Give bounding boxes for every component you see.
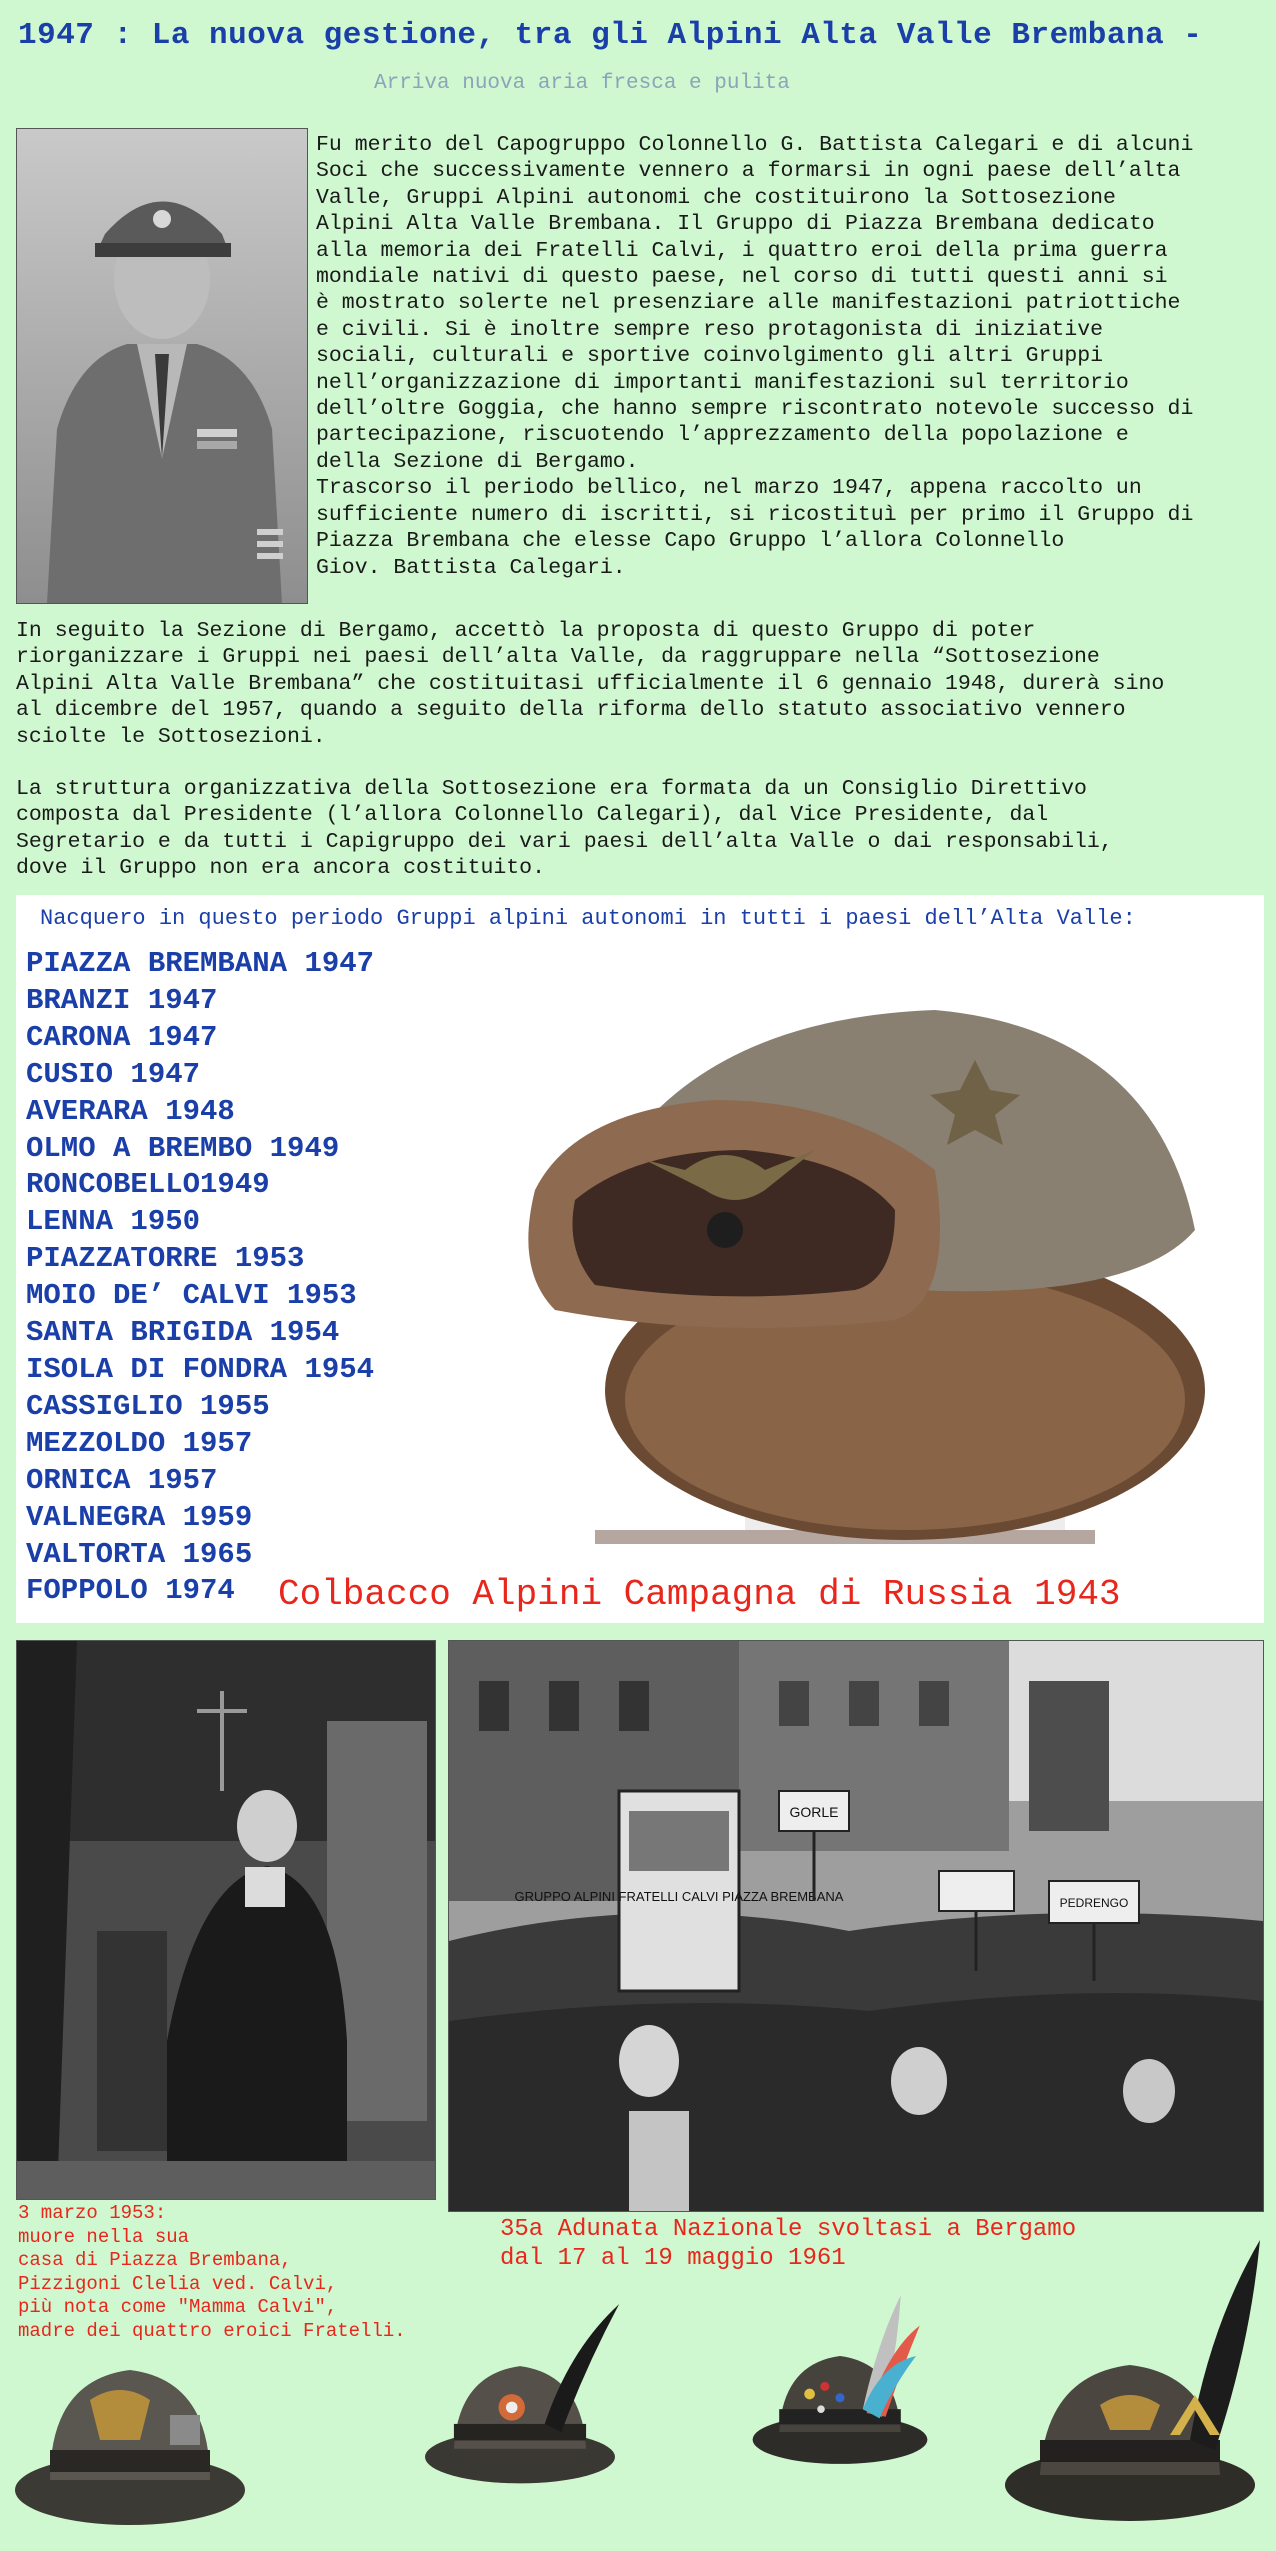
alpini-hat-chevron-photo: [990, 2235, 1270, 2535]
sign-pedrengo-text: PEDRENGO: [1059, 1896, 1129, 1910]
colbacco-hat-photo: [515, 990, 1215, 1570]
group-item: OLMO A BREMBO 1949: [26, 1131, 340, 1165]
page-title: 1947 : La nuova gestione, tra gli Alpini Alta Valle Brembana -: [18, 18, 1203, 53]
group-item: SANTA BRIGIDA 1954: [26, 1316, 340, 1350]
group-item: CASSIGLIO 1955: [26, 1389, 270, 1423]
group-item: LENNA 1950: [26, 1205, 201, 1239]
group-item: PIAZZA BREMBANA 1947: [26, 947, 375, 980]
group-item: CUSIO 1947: [26, 1057, 201, 1091]
group-item: VALNEGRA 1959: [26, 1500, 253, 1534]
structure-paragraph: La struttura organizzativa della Sottosezione era formata da un Consiglio Direttivo composta dal Presidente (l’allora Colonnello Calegari), dal Vice Presidente, dal Segretario e da tutti i Capigruppo dei vari paesi dell’alta Valle o dai responsabili, dove il Gruppo non era ancora costituito.: [16, 777, 1113, 881]
group-item: RONCOBELLO1949: [26, 1168, 270, 1202]
group-item: MEZZOLDO 1957: [26, 1426, 253, 1460]
officer-portrait-photo: [16, 128, 308, 604]
alpini-hat-feather-photo: [400, 2300, 640, 2490]
group-item: VALTORTA 1965: [26, 1537, 253, 1571]
group-item: ISOLA DI FONDRA 1954: [26, 1352, 375, 1386]
group-item: AVERARA 1948: [26, 1094, 235, 1128]
groups-list: [26, 946, 374, 1610]
group-item: BRANZI 1947: [26, 983, 218, 1017]
adunata-1961-photo: [448, 1640, 1264, 2212]
group-item: PIAZZATORRE 1953: [26, 1242, 305, 1276]
colbacco-caption: Colbacco Alpini Campagna di Russia 1943: [278, 1574, 1121, 1615]
gruppo-banner-text: GRUPPO ALPINI FRATELLI CALVI PIAZZA BREMBANA: [514, 1889, 844, 1904]
alpini-hat-badges-photo: [720, 2280, 960, 2470]
mamma-calvi-photo: [16, 1640, 436, 2200]
sottosezione-paragraph: In seguito la Sezione di Bergamo, accettò la proposta di questo Gruppo di poter riorganizzare i Gruppi nei paesi dell’alta Valle, da raggruppare nella “Sottosezione Alpini Alta Valle Brembana” che costituitasi ufficialmente il 6 gennaio 1948, durerà sino al dicembre del 1957, quando a seguito della riforma dello statuto associativo vennero sciolte le Sottosezioni.: [16, 619, 1165, 749]
page-subtitle: Arriva nuova aria fresca e pulita: [374, 72, 790, 95]
groups-heading: Nacquero in questo periodo Gruppi alpini autonomi in tutti i paesi dell’Alta Valle:: [40, 906, 1136, 931]
group-item: FOPPOLO 1974: [26, 1574, 235, 1608]
adunata-caption: 35a Adunata Nazionale svoltasi a Bergamo dal 17 al 19 maggio 1961: [500, 2216, 1077, 2272]
group-item: MOIO DE’ CALVI 1953: [26, 1279, 357, 1313]
intro-paragraph: Fu merito del Capogruppo Colonnello G. Battista Calegari e di alcuni Soci che successivamente vennero a formarsi in ogni paese dell’alta Valle, Gruppi Alpini autonomi che costituirono la Sottosezione Alpini Alta Valle Brembana. Il Gruppo di Piazza Brembana dedicato alla memoria dei Fratelli Calvi, i quattro eroi della prima guerra mondiale nativi di questo paese, nel corso di tutti questi anni si è mostrato solerte nel presenziare alle manifestazioni patriottiche e civili. Si è inoltre sempre reso protagonista di iniziative sociali, culturali e sportive coinvolgimento gli altri Gruppi nell’organizzazione di importanti manifestazioni sul territorio dell’oltre Goggia, che hanno sempre riscontrato notevole successo di partecipazione, riscuotendo l’apprezzamento della popolazione e della Sezione di Bergamo. Trascorso il periodo bellico, nel marzo 1947, appena raccolto un sufficiente numero di iscritti, si ricostituì per primo il Gruppo di Piazza Brembana che elesse Capo Gruppo l’allora Colonnello Giov. Battista Calegari.: [316, 133, 1194, 580]
group-item: CARONA 1947: [26, 1020, 218, 1054]
mamma-calvi-caption: 3 marzo 1953: muore nella sua casa di Piazza Brembana, Pizzigoni Clelia ved. Calvi, più nota come "Mamma Calvi", madre dei quattro eroici Fratelli.: [18, 2202, 406, 2342]
sign-gorle-text: GORLE: [789, 1804, 839, 1820]
group-item: ORNICA 1957: [26, 1463, 218, 1497]
alpini-hat-photo: [10, 2340, 250, 2530]
